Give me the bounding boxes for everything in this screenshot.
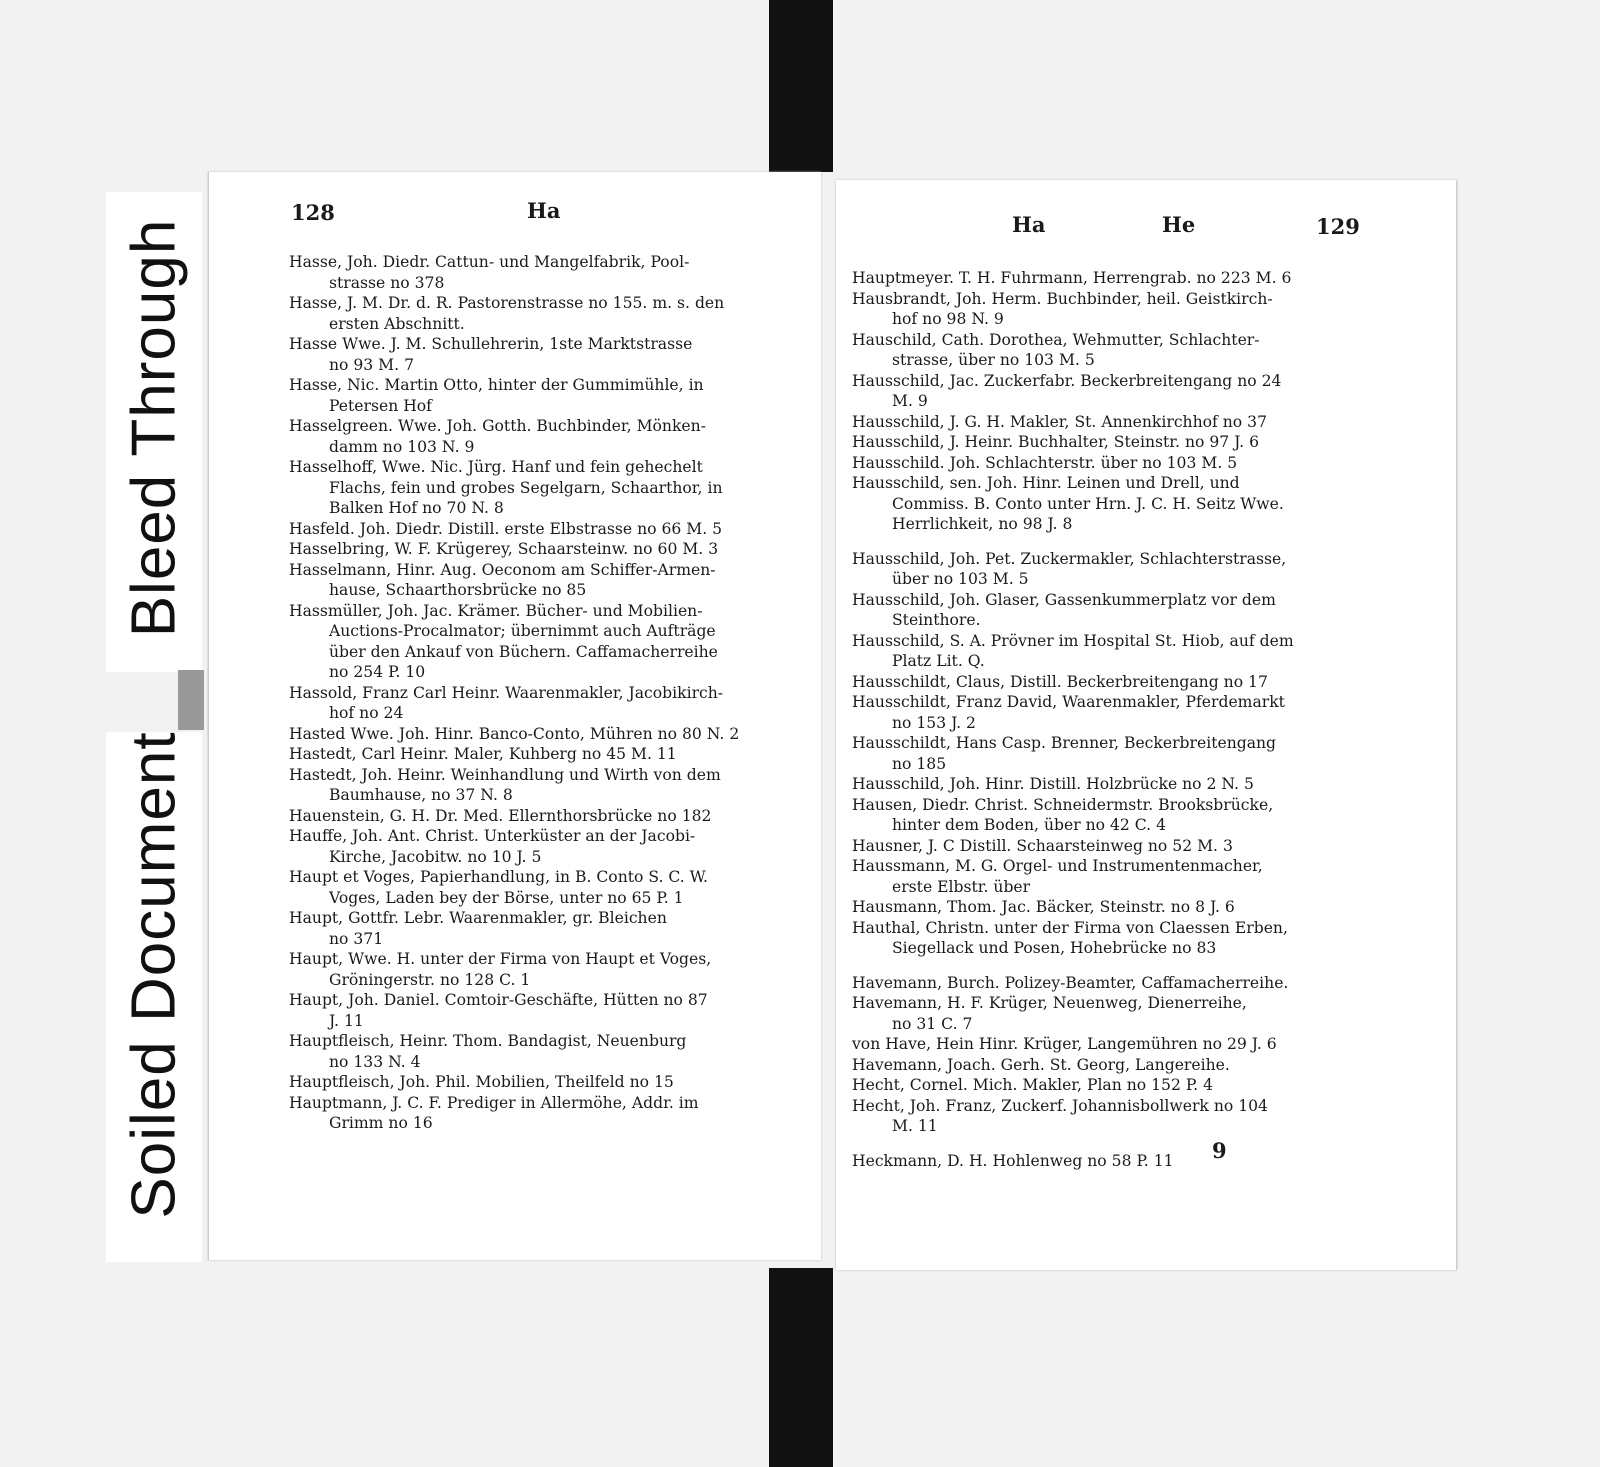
entry-line: Hauffe, Joh. Ant. Christ. Unterküster an der Jacobi- (289, 827, 696, 845)
entry-line: von Have, Hein Hinr. Krüger, Langemühren no 29 J. 6 (852, 1035, 1277, 1053)
side-labels (106, 190, 202, 1250)
entry-line: Haussmann, M. G. Orgel- und Instrumentenmacher, (852, 857, 1263, 875)
entry-line: Havemann, H. F. Krüger, Neuenweg, Dienerreihe, (852, 994, 1247, 1012)
entry-line: Hausner, J. C Distill. Schaarsteinweg no 52 M. 3 (852, 836, 1233, 855)
entry-line: no 133 N. 4 (329, 1052, 421, 1071)
entry-line: Hausschildt, Hans Casp. Brenner, Beckerbreitengang (852, 734, 1277, 752)
binding-spine-bottom (769, 1268, 833, 1467)
right-running-head-right: He (1162, 212, 1196, 237)
entry-line: Siegellack und Posen, Hohebrücke no 83 (892, 939, 1217, 957)
entry-line: no 93 M. 7 (329, 355, 414, 374)
entry-line: Hauptfleisch, Heinr. Thom. Bandagist, Neuenburg (289, 1032, 687, 1050)
entry-line: Hauptfleisch, Joh. Phil. Mobilien, Theilfeld no 15 (289, 1073, 674, 1091)
entry-line: damm no 103 N. 9 (329, 437, 475, 456)
entry-line: J. 11 (329, 1011, 364, 1030)
entry-line: Hasselbring, W. F. Krügerey, Schaarsteinw. no 60 M. 3 (289, 540, 719, 558)
entry-line: Hecht, Cornel. Mich. Makler, Plan no 152 P. 4 (852, 1076, 1214, 1094)
entry-line: no 185 (892, 754, 947, 773)
entry-line: Hasfeld. Joh. Diedr. Distill. erste Elbstrasse no 66 M. 5 (289, 519, 723, 538)
entry-line: Hasse, Nic. Martin Otto, hinter der Gummimühle, in (289, 376, 704, 394)
entry-line: Hausschildt, Claus, Distill. Beckerbreitengang no 17 (852, 672, 1268, 691)
entry-line: Hausmann, Thom. Jac. Bäcker, Steinstr. no 8 J. 6 (852, 898, 1235, 916)
entry-line: Hassold, Franz Carl Heinr. Waarenmakler, Jacobikirch- (289, 683, 724, 702)
entry-line: Haupt, Gottfr. Lebr. Waarenmakler, gr. Bleichen (289, 909, 667, 927)
left-page (208, 172, 821, 1260)
entry-line: Hausen, Diedr. Christ. Schneidermstr. Brooksbrücke, (852, 795, 1274, 814)
entry-line: Hassmüller, Joh. Jac. Krämer. Bücher- und Mobilien- (289, 601, 703, 620)
left-entry-list (289, 252, 809, 1134)
entry-line: über no 103 M. 5 (892, 570, 1029, 588)
entry-line: Platz Lit. Q. (892, 652, 985, 670)
entry-gap (852, 535, 1342, 549)
entry-line: Hausbrandt, Joh. Herm. Buchbinder, heil. Geistkirch- (852, 289, 1273, 308)
entry-line: Petersen Hof (329, 396, 432, 415)
entry-line: Hauthal, Christn. unter der Firma von Claessen Erben, (852, 918, 1288, 937)
entry-line: Hasted Wwe. Joh. Hinr. Banco-Conto, Mühren no 80 N. 2 (289, 724, 740, 743)
entry-line: hof no 98 N. 9 (892, 310, 1004, 328)
entry-line: Kirche, Jacobitw. no 10 J. 5 (329, 847, 542, 866)
soiled-document-label: Soiled Document (119, 731, 189, 1219)
entry-line: strasse, über no 103 M. 5 (892, 351, 1095, 369)
entry-line: Hecht, Joh. Franz, Zuckerf. Johannisbollwerk no 104 (852, 1096, 1268, 1115)
entry-line: Hasselmann, Hinr. Aug. Oeconom am Schiffer-Armen- (289, 560, 716, 579)
entry-line: Hausschild, Jac. Zuckerfabr. Beckerbreitengang no 24 (852, 371, 1282, 390)
left-running-head: Ha (527, 198, 561, 223)
entry-line: Hauptmeyer. T. H. Fuhrmann, Herrengrab. no 223 M. 6 (852, 269, 1292, 287)
right-entry-list (852, 268, 1342, 1171)
entry-line: Herrlichkeit, no 98 J. 8 (892, 515, 1073, 533)
entry-line: Hasselhoff, Wwe. Nic. Jürg. Hanf und fein gehechelt (289, 458, 703, 476)
entry-line: M. 9 (892, 392, 928, 410)
entry-line: hause, Schaarthorsbrücke no 85 (329, 581, 587, 599)
right-page (836, 180, 1457, 1270)
entry-line: Balken Hof no 70 N. 8 (329, 499, 504, 517)
right-running-head-left: Ha (1012, 212, 1046, 237)
entry-line: Baumhause, no 37 N. 8 (329, 786, 513, 804)
entry-line: Havemann, Burch. Polizey-Beamter, Caffamacherreihe. (852, 973, 1289, 992)
entry-line: Hausschild, sen. Joh. Hinr. Leinen und Drell, und (852, 474, 1240, 492)
signature-mark: 9 (1212, 1138, 1227, 1163)
entry-line: Hasse Wwe. J. M. Schullehrerin, 1ste Marktstrasse (289, 335, 693, 353)
entry-line: no 371 (329, 929, 384, 948)
entry-line: no 153 J. 2 (892, 713, 976, 732)
entry-line: Hasse, Joh. Diedr. Cattun- und Mangelfabrik, Pool- (289, 253, 690, 271)
entry-line: Commiss. B. Conto unter Hrn. J. C. H. Seitz Wwe. (892, 494, 1284, 513)
entry-line: Auctions-Procalmator; übernimmt auch Aufträge (329, 622, 716, 640)
entry-line: Hasselgreen. Wwe. Joh. Gotth. Buchbinder, Mönken- (289, 417, 706, 435)
entry-line: Hauenstein, G. H. Dr. Med. Ellernthorsbrücke no 182 (289, 806, 712, 825)
left-page-number: 128 (291, 200, 335, 225)
entry-line: über den Ankauf von Büchern. Caffamacherreihe (329, 642, 718, 661)
entry-line: hinter dem Boden, über no 42 C. 4 (892, 816, 1167, 834)
binding-spine-top (769, 0, 833, 172)
entry-line: strasse no 378 (329, 273, 445, 292)
entry-line: Gröningerstr. no 128 C. 1 (329, 970, 531, 989)
entry-line: erste Elbstr. über (892, 877, 1031, 896)
entry-line: no 31 C. 7 (892, 1014, 973, 1033)
entry-line: no 254 P. 10 (329, 663, 426, 681)
entry-line: Hasse, J. M. Dr. d. R. Pastorenstrasse no 155. m. s. den (289, 294, 725, 312)
entry-line: Hastedt, Carl Heinr. Maler, Kuhberg no 45 M. 11 (289, 745, 677, 763)
entry-line: Hausschild, S. A. Prövner im Hospital St. Hiob, auf dem (852, 631, 1294, 650)
right-page-number: 129 (1316, 214, 1360, 239)
entry-gap (852, 959, 1342, 973)
entry-line: Hausschild, J. Heinr. Buchhalter, Steinstr. no 97 J. 6 (852, 433, 1260, 451)
entry-line: Hausschild, Joh. Glaser, Gassenkummerplatz vor dem (852, 590, 1276, 609)
entry-line: Haupt, Joh. Daniel. Comtoir-Geschäfte, Hütten no 87 (289, 991, 708, 1009)
bleed-through-label: Bleed Through (119, 218, 189, 638)
entry-line: Voges, Laden bey der Börse, unter no 65 P. 1 (329, 888, 684, 907)
entry-line: ersten Abschnitt. (329, 314, 465, 333)
entry-line: Haupt, Wwe. H. unter der Firma von Haupt et Voges, (289, 950, 712, 968)
entry-line: Steinthore. (892, 611, 981, 629)
entry-line: M. 11 (892, 1117, 938, 1135)
entry-line: Hausschildt, Franz David, Waarenmakler, Pferdemarkt (852, 693, 1285, 711)
entry-line: Havemann, Joach. Gerh. St. Georg, Langereihe. (852, 1055, 1230, 1074)
entry-line: Hauptmann, J. C. F. Prediger in Allermöhe, Addr. im (289, 1093, 699, 1112)
entry-line: Grimm no 16 (329, 1114, 433, 1132)
entry-line: Hauschild, Cath. Dorothea, Wehmutter, Schlachter- (852, 330, 1260, 349)
entry-line: hof no 24 (329, 704, 404, 722)
entry-line: Hausschild, J. G. H. Makler, St. Annenkirchhof no 37 (852, 412, 1267, 431)
entry-gap (852, 1137, 1342, 1151)
entry-line: Heckmann, D. H. Hohlenweg no 58 P. 11 (852, 1151, 1174, 1170)
entry-line: Haupt et Voges, Papierhandlung, in B. Conto S. C. W. (289, 868, 708, 886)
entry-line: Flachs, fein und grobes Segelgarn, Schaarthor, in (329, 478, 723, 497)
entry-line: Hausschild. Joh. Schlachterstr. über no 103 M. 5 (852, 453, 1238, 472)
entry-line: Hausschild, Joh. Pet. Zuckermakler, Schlachterstrasse, (852, 549, 1287, 568)
entry-line: Hausschild, Joh. Hinr. Distill. Holzbrücke no 2 N. 5 (852, 775, 1254, 793)
entry-line: Hastedt, Joh. Heinr. Weinhandlung und Wirth von dem (289, 765, 721, 784)
